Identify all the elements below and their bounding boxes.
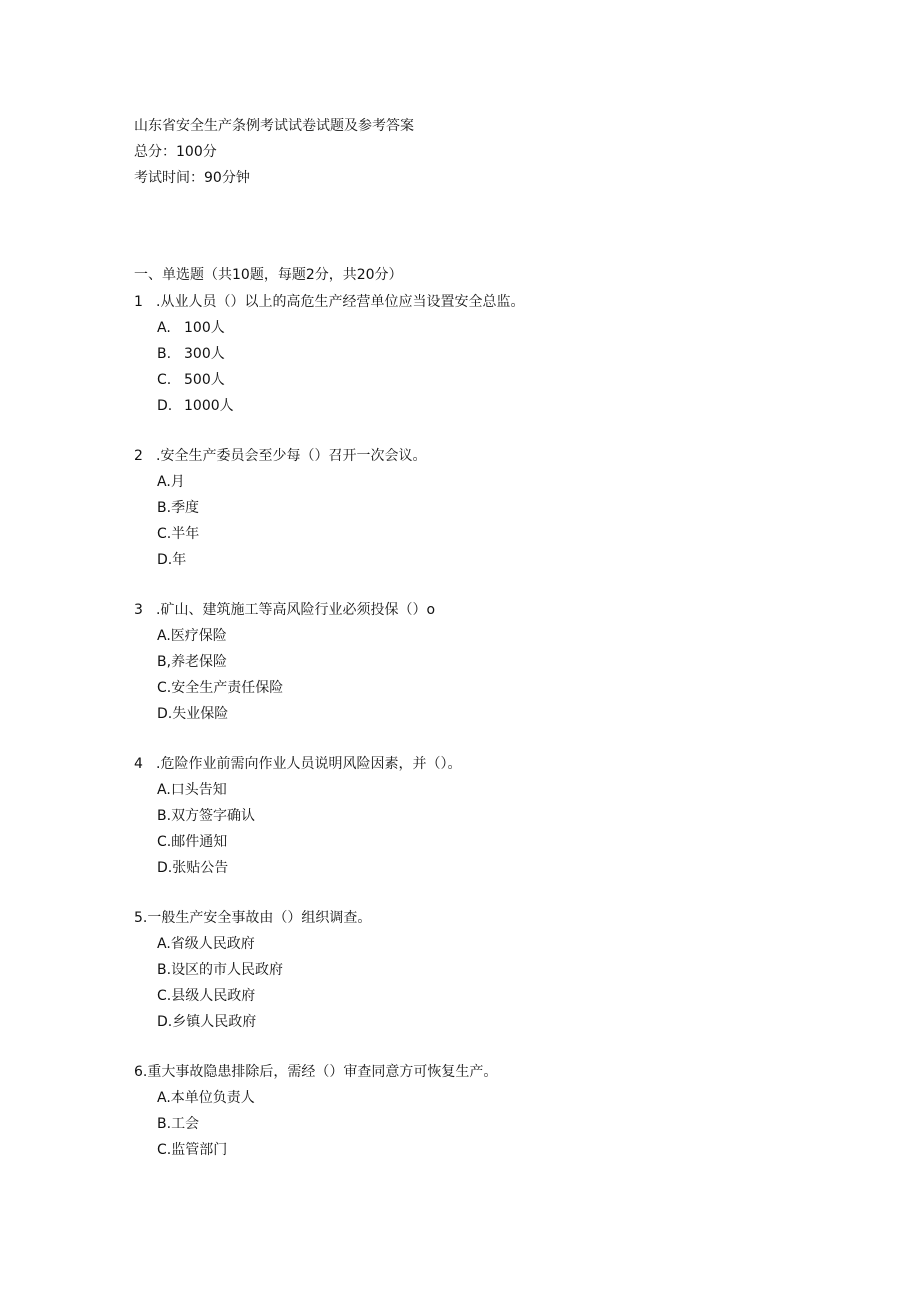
option-letter: B. (157, 962, 172, 978)
question-text: 一般生产安全事故由（）组织调查。 (147, 910, 372, 926)
option-text: 邮件通知 (171, 834, 228, 850)
question-number: 5. (134, 910, 148, 926)
option-text: 医疗保险 (170, 628, 227, 644)
question-option (157, 396, 234, 416)
option-letter: C. (157, 680, 172, 696)
question-stem (134, 292, 524, 312)
option-letter: A. (157, 936, 171, 952)
question-option (157, 704, 228, 724)
question-stem (134, 1062, 497, 1082)
section-title: 一、单选题（共10题，每题2分，共20分） (134, 267, 403, 283)
total-score: 总分：100分 (134, 144, 217, 160)
question-option (157, 934, 255, 954)
question-text: .危险作业前需向作业人员说明风险因素，并（）。 (156, 756, 462, 772)
option-letter: D. (157, 398, 173, 414)
option-letter: C. (157, 1142, 172, 1158)
option-letter: C. (157, 526, 172, 542)
option-letter: D. (157, 552, 173, 568)
option-text: 失业保险 (172, 706, 229, 722)
question-text: .从业人员（）以上的高危生产经营单位应当设置安全总监。 (156, 294, 525, 310)
option-text: 300人 (184, 346, 225, 362)
option-text: 双方签字确认 (171, 808, 256, 824)
option-text: 季度 (171, 500, 200, 516)
option-letter: D. (157, 1014, 173, 1030)
question-number: 4 (134, 756, 143, 772)
option-text: 养老保险 (171, 654, 228, 670)
question-stem (134, 908, 371, 928)
option-letter: A. (157, 1090, 171, 1106)
option-text: 县级人民政府 (171, 988, 256, 1004)
option-letter: B. (157, 1116, 172, 1132)
question-option (157, 806, 255, 826)
question-option (157, 550, 186, 570)
exam-time: 考试时间：90分钟 (134, 170, 250, 186)
question-option (157, 318, 225, 338)
option-text: 设区的市人民政府 (171, 962, 284, 978)
question-option (157, 472, 185, 492)
question-number: 3 (134, 602, 143, 618)
question-number: 1 (134, 294, 143, 310)
question-option (157, 626, 227, 646)
option-text: 本单位负责人 (170, 1090, 255, 1106)
option-letter: C. (157, 834, 172, 850)
option-letter: B. (157, 500, 172, 516)
option-text: 工会 (171, 1116, 200, 1132)
question-option (157, 524, 199, 544)
option-text: 1000人 (184, 398, 234, 414)
option-text: 张贴公告 (172, 860, 229, 876)
question-option (157, 1012, 256, 1032)
question-option (157, 1140, 227, 1160)
document-title: 山东省安全生产条例考试试卷试题及参考答案 (134, 118, 414, 134)
option-text: 月 (170, 474, 185, 490)
question-stem (134, 446, 426, 466)
option-text: 年 (172, 552, 187, 568)
question-option (157, 370, 225, 390)
option-letter: B, (157, 654, 172, 670)
option-letter: D. (157, 860, 173, 876)
option-text: 乡镇人民政府 (172, 1014, 257, 1030)
question-number: 2 (134, 448, 143, 464)
option-text: 监管部门 (171, 1142, 228, 1158)
option-text: 500人 (184, 372, 225, 388)
option-letter: B. (157, 808, 172, 824)
question-option (157, 960, 283, 980)
question-option (157, 858, 228, 878)
option-letter: B. (157, 346, 172, 362)
question-option (157, 678, 283, 698)
option-text: 安全生产责任保险 (171, 680, 284, 696)
option-letter: C. (157, 988, 172, 1004)
question-option (157, 1114, 199, 1134)
question-option (157, 652, 227, 672)
option-letter: C. (157, 372, 172, 388)
option-letter: A. (157, 474, 171, 490)
option-text: 100人 (184, 320, 225, 336)
question-option (157, 832, 227, 852)
option-letter: D. (157, 706, 173, 722)
question-text: .安全生产委员会至少每（）召开一次会议。 (156, 448, 427, 464)
option-text: 口头告知 (170, 782, 227, 798)
question-text: .矿山、建筑施工等高风险行业必须投保（）o (156, 602, 436, 618)
option-letter: A. (157, 782, 171, 798)
option-text: 半年 (171, 526, 200, 542)
question-stem (134, 600, 435, 620)
question-option (157, 986, 255, 1006)
question-option (157, 1088, 255, 1108)
question-text: 重大事故隐患排除后，需经（）审查同意方可恢复生产。 (147, 1064, 498, 1080)
option-text: 省级人民政府 (170, 936, 255, 952)
option-letter: A. (157, 320, 171, 336)
question-option (157, 780, 227, 800)
option-letter: A. (157, 628, 171, 644)
question-option (157, 344, 225, 364)
question-stem (134, 754, 461, 774)
question-number: 6. (134, 1064, 148, 1080)
question-option (157, 498, 199, 518)
